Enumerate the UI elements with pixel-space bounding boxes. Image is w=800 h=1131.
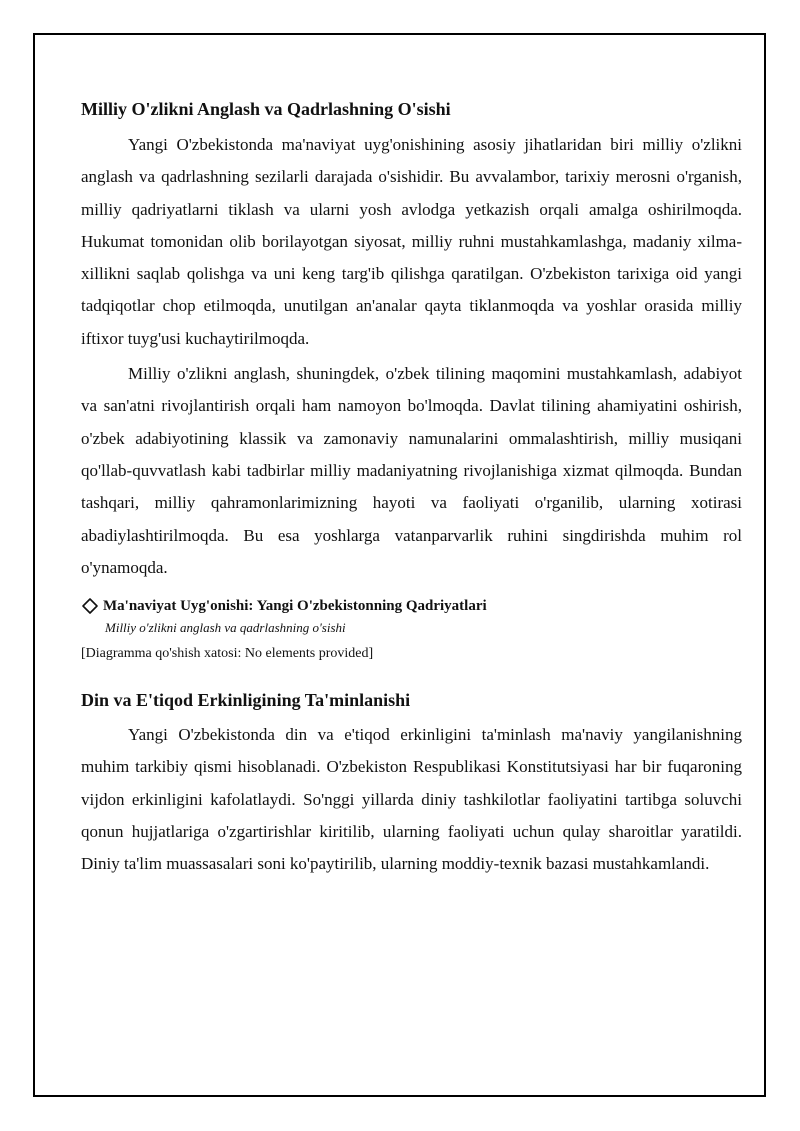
diagram-subtitle: Milliy o'zlikni anglash va qadrlashning o'sishi <box>105 620 346 636</box>
diagram-error-message: [Diagramma qo'shish xatosi: No elements provided] <box>81 646 374 662</box>
diagram-placeholder <box>81 595 742 669</box>
diamond-outline-icon <box>81 597 99 615</box>
diagram-title <box>81 595 742 617</box>
section-heading-religious-freedom: Din va E'tiqod Erkinligining Ta'minlanishi <box>81 690 411 711</box>
paragraph: Yangi O'zbekistonda din va e'tiqod erkinligini ta'minlash ma'naviy yangilanishning muhim tarkibiy qismi hisoblanadi. O'zbekiston Respublikasi Konstitutsiyasi har bir fuqaroning vijdon erkinligini kafolatlaydi. So'nggi yillarda diniy tashkilotlar faoliyatini tartibga soluvchi qonun hujjatlariga o'zgartirishlar kiritilib, ularning faoliyati uchun qulay sharoitlar yaratildi. Diniy ta'lim muassasalari soni ko'paytirilib, ularning moddiy-texnik bazasi mustahkamlandi. <box>81 725 742 874</box>
paragraph: Milliy o'zlikni anglash, shuningdek, o'zbek tilining maqomini mustahkamlash, adabiyot va san'atni rivojlantirish orqali ham namoyon bo'lmoqda. Davlat tilining ahamiyatini oshirish, o'zbek adabiyotining klassik va zamonaviy namunalarini ommalashtirish, milliy musiqani qo'llab-quvvatlash kabi tadbirlar milliy madaniyatning rivojlanishiga xizmat qilmoqda. Bundan tashqari, milliy qahramonlarimizning hayoti va faoliyati o'rganilib, ularning xotirasi abadiylashtirilmoqda. Bu esa yoshlarga vatanparvarlik ruhini singdirishda muhim rol o'ynamoqda. <box>81 364 742 577</box>
paragraph: Yangi O'zbekistonda ma'naviyat uyg'onishining asosiy jihatlaridan biri milliy o'zlikni anglash va qadrlashning sezilarli darajada o'sishidir. Bu avvalambor, tarixiy merosni o'rganish, milliy qadriyatlarni tiklash va ularni yosh avlodga yetkazish orqali amalga oshirilmoqda. Hukumat tomonidan olib borilayotgan siyosat, milliy ruhni mustahkamlashga, madaniy xilma-xillikni saqlab qolishga va uni keng targ'ib qilishga qaratilgan. O'zbekiston tarixiga oid yangi tadqiqotlar chop etilmoqda, unutilgan an'analar qayta tiklanmoqda va yoshlar orasida milliy iftixor tuyg'usi kuchaytirilmoqda. <box>81 135 742 348</box>
document-body <box>81 96 742 884</box>
section-heading-national-identity: Milliy O'zlikni Anglash va Qadrlashning O'sishi <box>81 99 451 119</box>
diagram-title-text: Ma'naviyat Uyg'onishi: Yangi O'zbekistonning Qadriyatlari <box>103 598 487 615</box>
